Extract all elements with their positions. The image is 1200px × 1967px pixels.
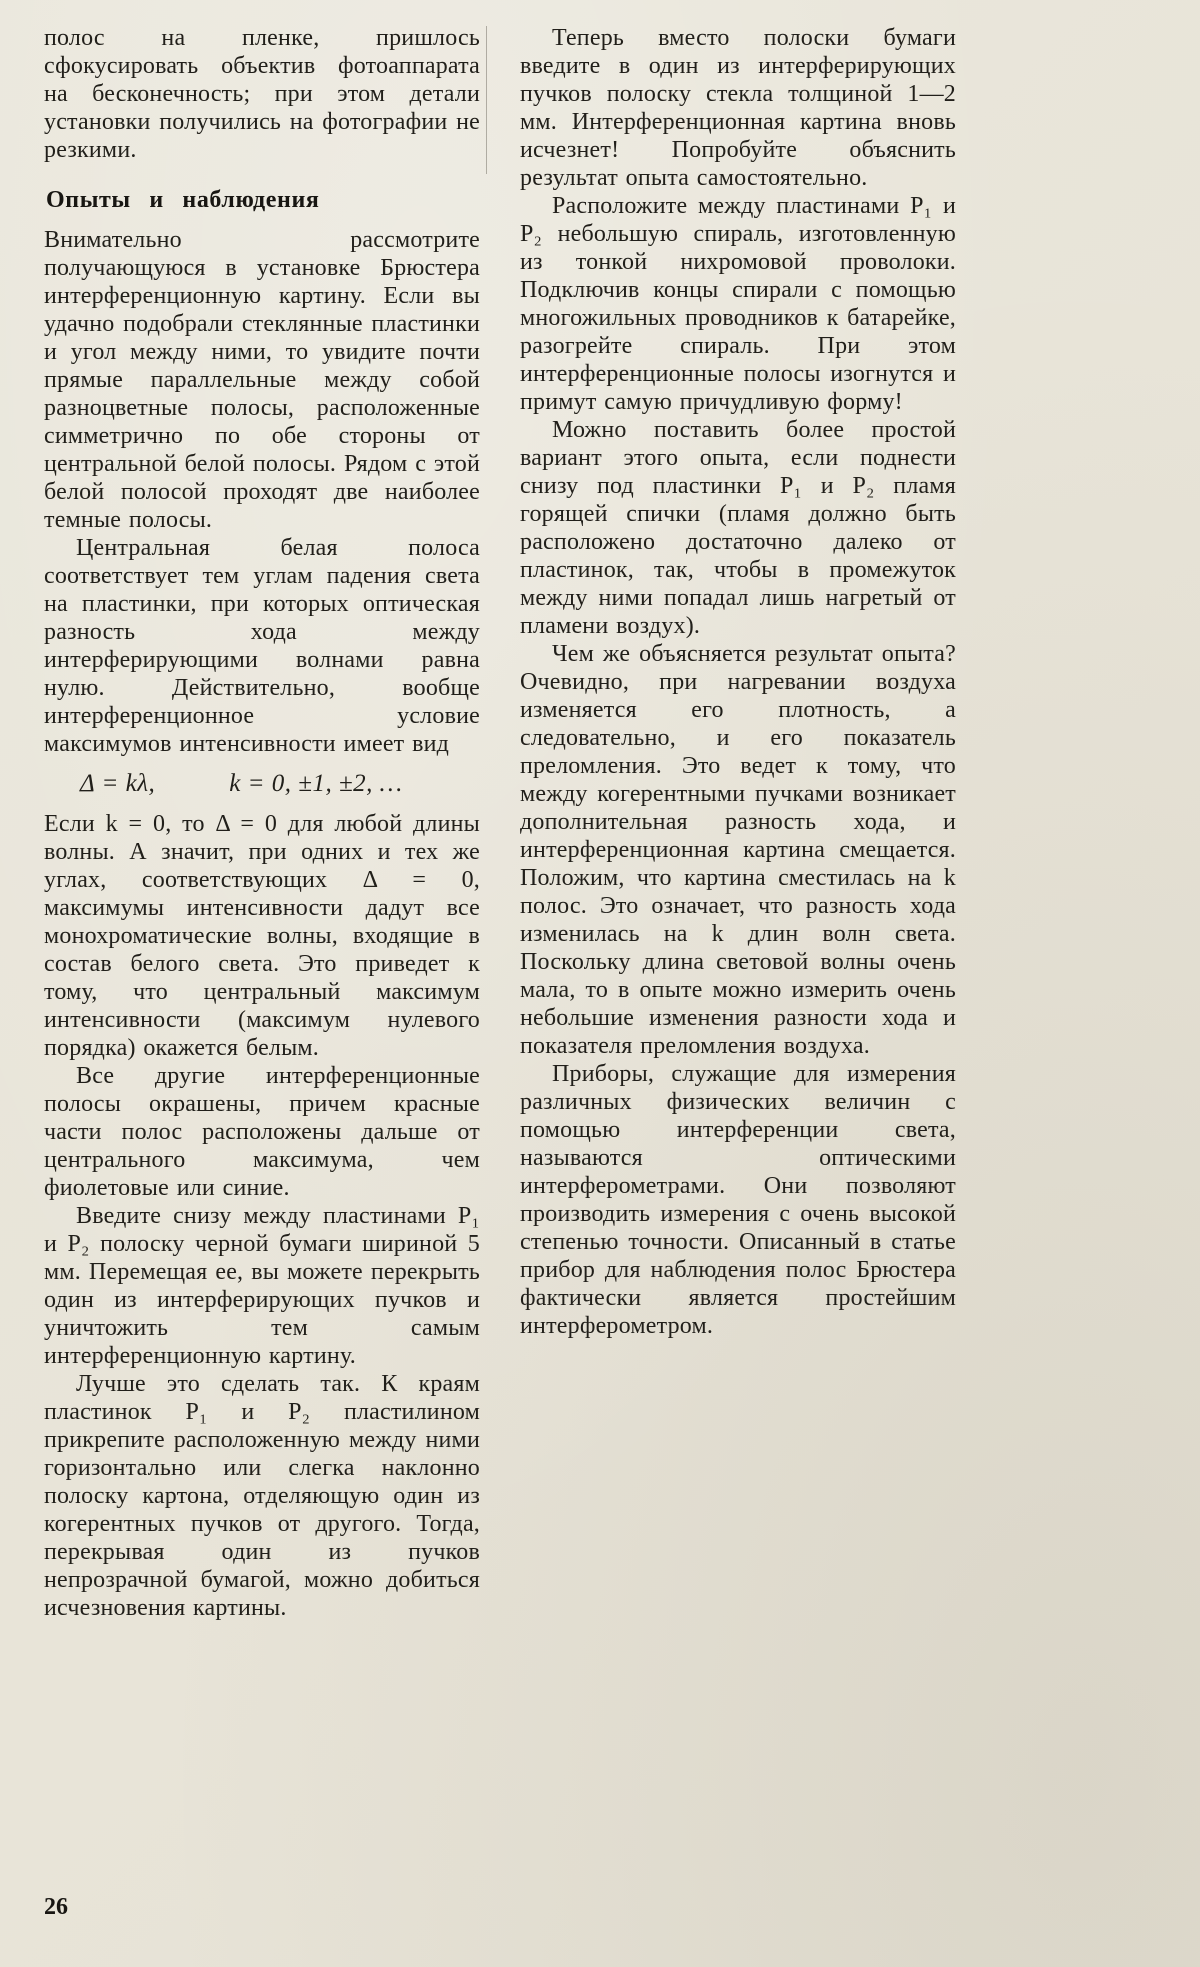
left-column <box>44 24 480 1622</box>
paragraph: Теперь вместо полоски бумаги введите в один из интерферирующих пучков полоску стекла толщиной 1—2 мм. Интерференционная картина вновь исчезнет! Попробуйте объяснить результат опыта самостоятельно. <box>520 25 956 191</box>
paragraph: Чем же объясняется результат опыта? Очевидно, при нагревании воздуха изменяется его плотность, а следовательно, и его показатель преломления. Это ведет к тому, что между когерентными пучками возникает дополнительная разность хода, и интерференционная картина смещается. Положим, что картина сместилась на k полос. Это означает, что разность хода изменилась на k длин волн света. Поскольку длина световой волны очень мала, то в опыте можно измерить очень небольшие изменения разности хода и показателя преломления воздуха. <box>520 641 956 1059</box>
page-body <box>44 24 956 1622</box>
formula-right: k = 0, ±1, ±2, … <box>229 770 403 797</box>
right-column <box>520 24 956 1622</box>
formula-left: Δ = kλ, <box>80 770 156 797</box>
paragraph: Приборы, служащие для измерения различных физических величин с помощью интерференции света, называются оптическими интерферометрами. Они позволяют производить измерения с очень высокой степенью точности. Описанный в статье прибор для наблюдения полос Брюстера фактически является простейшим интерферометром. <box>520 1061 956 1339</box>
continuation-paragraph: полос на пленке, пришлось сфокусировать объектив фотоаппарата на бесконечность; при этом детали установки получились на фотографии не резкими. <box>44 25 480 163</box>
paragraph: Все другие интерференционные полосы окрашены, причем красные части полос расположены дальше от центрального максимума, чем фиолетовые или синие. <box>44 1063 480 1201</box>
two-column-layout <box>44 24 956 1622</box>
paragraph: Введите снизу между пластинами P₁ и P₂ полоску черной бумаги шириной 5 мм. Перемещая ее, вы можете перекрыть один из интерферирующих пучков и уничтожить тем самым интерференционную картину. <box>44 1203 480 1369</box>
paragraph: Внимательно рассмотрите получающуюся в установке Брюстера интерференционную картину. Если вы удачно подобрали стеклянные пластинки и угол между ними, то увидите почти прямые параллельные между собой разноцветные полосы, расположенные симметрично по обе стороны от центральной белой полосы. Рядом с этой белой полосой проходят две наиболее темные полосы. <box>44 227 480 533</box>
paragraph: Центральная белая полоса соответствует тем углам падения света на пластинки, при которых оптическая разность хода между интерферирующими волнами равна нулю. Действительно, вообще интерференционное условие максимумов интенсивности имеет вид <box>44 535 480 757</box>
paragraph: Если k = 0, то Δ = 0 для любой длины волны. А значит, при одних и тех же углах, соответствующих Δ = 0, максимумы интенсивности дадут все монохроматические волны, входящие в состав белого света. Это приведет к тому, что центральный максимум интенсивности (максимум нулевого порядка) окажется белым. <box>44 811 480 1061</box>
page-number: 26 <box>44 1894 68 1920</box>
paragraph: Расположите между пластинами P₁ и P₂ небольшую спираль, изготовленную из тонкой нихромовой проволоки. Подключив концы спирали с помощью многожильных проводников к батарейке, разогрейте спираль. При этом интерференционные полосы изогнутся и примут самую причудливую форму! <box>520 193 956 415</box>
paragraph: Можно поставить более простой вариант этого опыта, если поднести снизу под пластинки P₁ и P₂ пламя горящей спички (пламя должно быть расположено достаточно далеко от пластинок, так, чтобы в промежуток между ними попадал лишь нагретый от пламени воздух). <box>520 417 956 639</box>
formula-line <box>44 758 480 810</box>
section-heading: Опыты и наблюдения <box>46 187 320 213</box>
paragraph: Лучше это сделать так. К краям пластинок P₁ и P₂ пластилином прикрепите расположенную между ними горизонтально или слегка наклонно полоску картона, отделяющую один из когерентных пучков от другого. Тогда, перекрывая один из пучков непрозрачной бумагой, можно добиться исчезновения картины. <box>44 1371 480 1621</box>
